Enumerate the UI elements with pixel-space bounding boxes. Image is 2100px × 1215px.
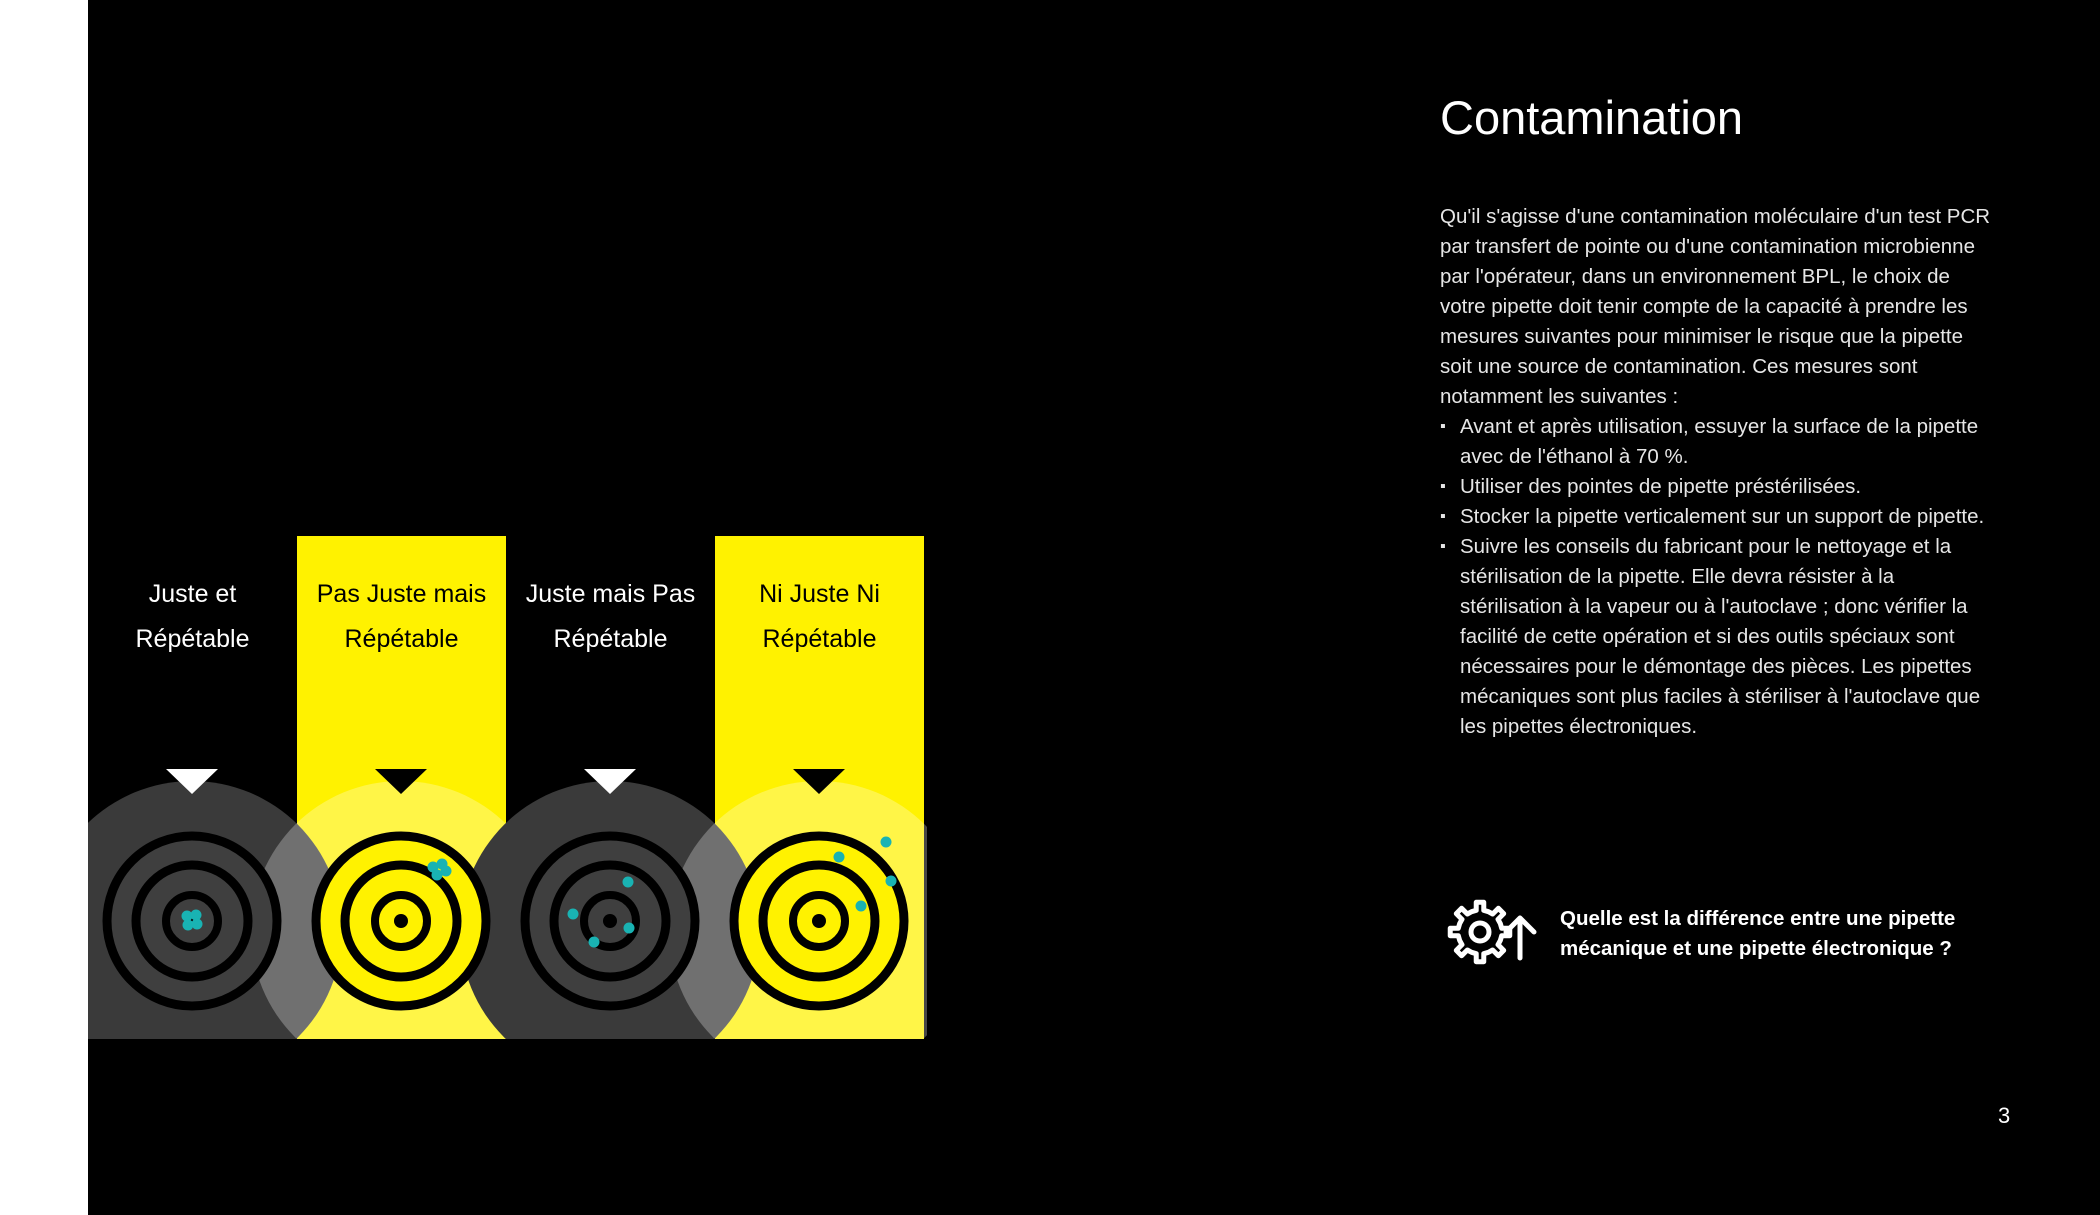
body-text	[1440, 202, 2000, 742]
panel-label-line2: Répétable	[344, 625, 459, 653]
impact-dot	[568, 909, 579, 920]
page-number: 3	[1998, 1103, 2011, 1128]
impact-dot	[441, 866, 452, 877]
list-item: ▪ Suivre les conseils du fabricant pour le nettoyage et la stérilisation de la pipette. Elle devra résister à la stérilisation à la vapeur ou à l'autoclave ; donc vérifier la facilité de cette opération et si des outils spéciaux sont nécessaires pour le démontage des pièces. Les pipettes mécaniques sont plus faciles à stériliser à l'autoclave que les pipettes électroniques.	[1440, 532, 2000, 742]
impact-dot	[881, 837, 892, 848]
target-bullseye	[394, 914, 408, 928]
page-title: Contamination	[1440, 91, 1744, 144]
panel-label-line1: Juste et	[148, 580, 237, 608]
panel-label-line2: Répétable	[762, 625, 877, 653]
measures-list	[1440, 412, 2000, 742]
impact-dot	[886, 876, 897, 887]
list-item: ▪ Utiliser des pointes de pipette préstérilisées.	[1440, 472, 2000, 502]
panel-label-line2: Répétable	[135, 625, 250, 653]
impact-dot	[192, 919, 203, 930]
impact-dot	[589, 937, 600, 948]
list-item: ▪ Avant et après utilisation, essuyer la surface de la pipette avec de l'éthanol à 70 %.	[1440, 412, 2000, 472]
panel-label-line1: Pas Juste mais	[316, 580, 487, 608]
impact-dot	[834, 852, 845, 863]
gear-arrow-up-icon	[1446, 896, 1538, 968]
panel-label-line1: Juste mais Pas	[525, 580, 696, 608]
page	[88, 0, 2100, 1215]
impact-dot	[624, 923, 635, 934]
impact-dot	[623, 877, 634, 888]
target-bullseye	[812, 914, 826, 928]
panel-label-line1: Ni Juste Ni	[759, 580, 880, 608]
targets-graphic	[88, 536, 927, 1039]
panel-label-line2: Répétable	[553, 625, 668, 653]
accuracy-precision-figure	[88, 536, 927, 1039]
callout-text[interactable]: Quelle est la différence entre une pipette mécanique et une pipette électronique ?	[1560, 907, 1956, 960]
impact-dot	[856, 901, 867, 912]
list-item: ▪ Stocker la pipette verticalement sur un support de pipette.	[1440, 502, 2000, 532]
intro-paragraph: Qu'il s'agisse d'une contamination moléculaire d'un test PCR par transfert de pointe ou d'une contamination microbienne par l'opérateur, dans un environnement BPL, le choix de votre pipette doit tenir compte de la capacité à prendre les mesures suivantes pour minimiser le risque que la pipette soit une source de contamination. Ces mesures sont notamment les suivantes :	[1440, 205, 1991, 408]
callout-link[interactable]	[1446, 896, 2046, 976]
target-bullseye	[603, 914, 617, 928]
